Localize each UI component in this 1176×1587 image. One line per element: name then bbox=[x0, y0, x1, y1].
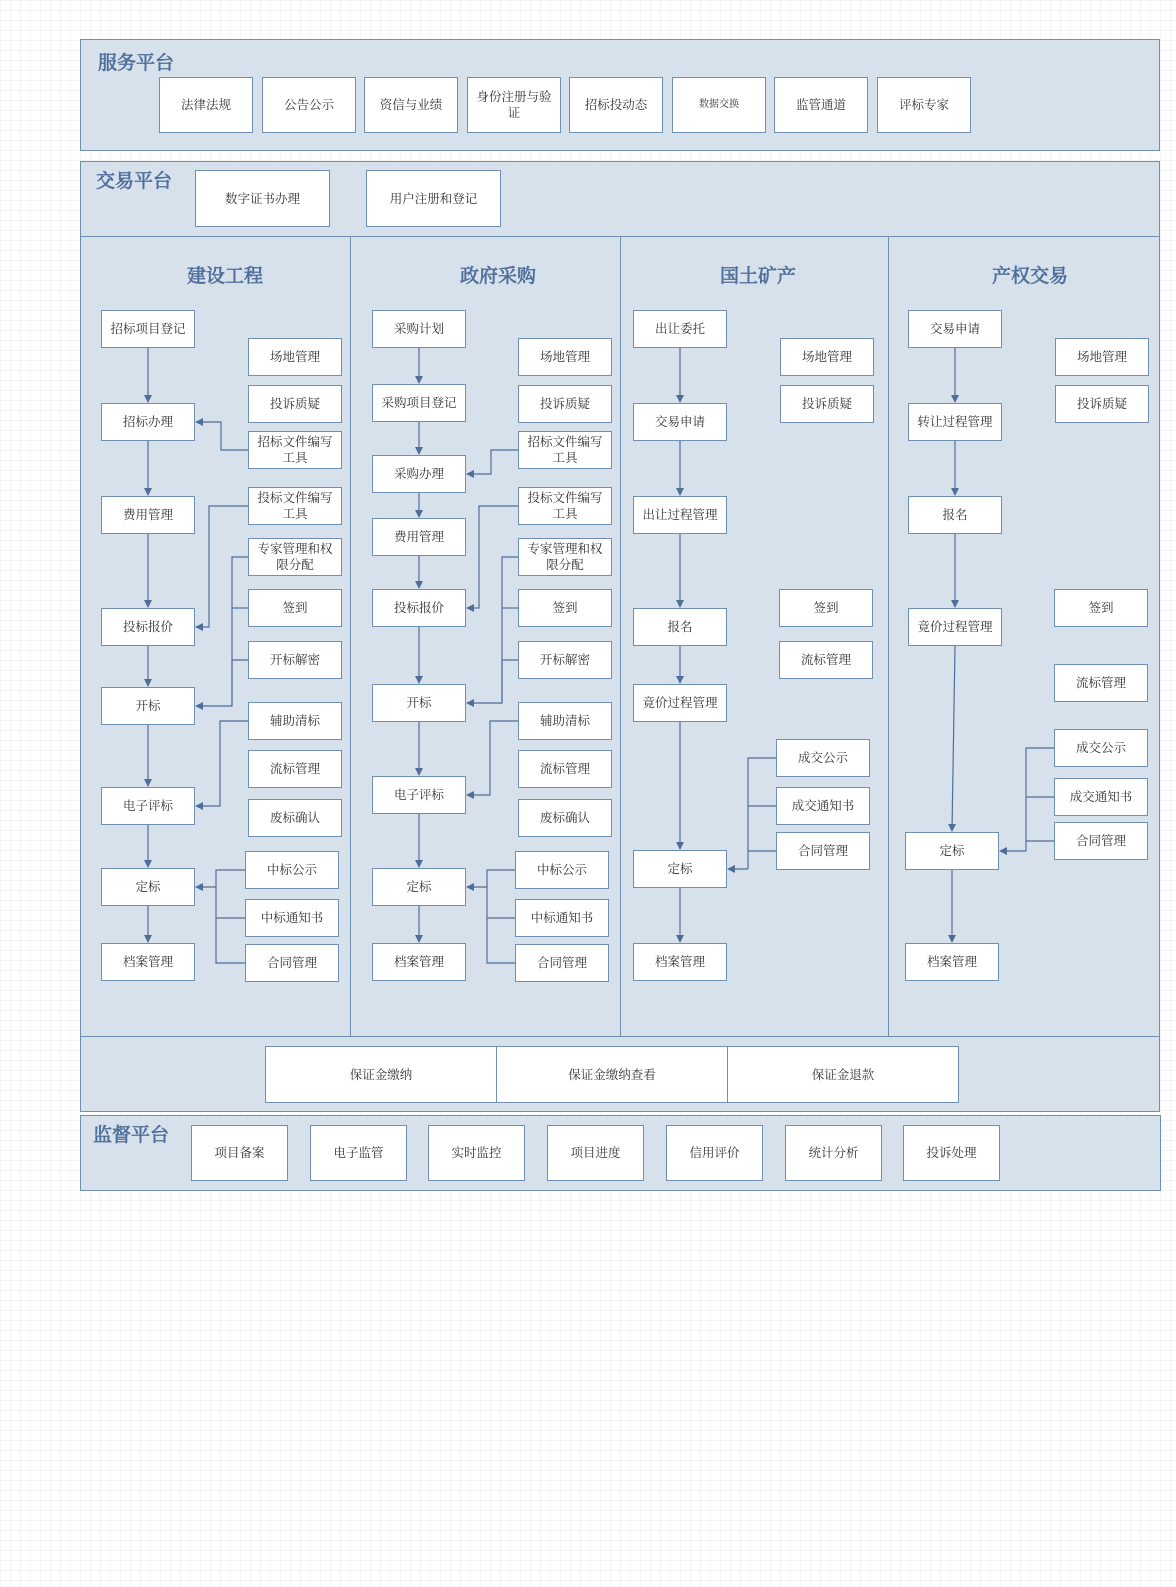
deposit-item-pay: 保证金缴纳 bbox=[265, 1046, 497, 1103]
land-flow-step: 定标 bbox=[633, 850, 727, 888]
service-item-law: 法律法规 bbox=[159, 77, 253, 133]
property-side-module: 流标管理 bbox=[1054, 664, 1148, 702]
supervision-item-filing: 项目备案 bbox=[191, 1125, 288, 1181]
property-side-module: 投诉质疑 bbox=[1055, 385, 1149, 423]
construction-flow-step: 定标 bbox=[101, 868, 195, 906]
service-item-credit: 资信与业绩 bbox=[364, 77, 458, 133]
land-flow-step: 报名 bbox=[633, 608, 727, 646]
land-flow-step: 出让委托 bbox=[633, 310, 727, 348]
procurement-side-module: 投标文件编写工具 bbox=[518, 487, 612, 525]
construction-side-module: 中标通知书 bbox=[245, 899, 339, 937]
trade-platform-title: 交易平台 bbox=[96, 170, 173, 192]
procurement-flow-step: 定标 bbox=[372, 868, 466, 906]
procurement-side-module: 废标确认 bbox=[518, 799, 612, 837]
construction-side-module: 辅助清标 bbox=[248, 702, 342, 740]
construction-flow-step: 开标 bbox=[101, 687, 195, 725]
supervision-item-complaints: 投诉处理 bbox=[903, 1125, 1000, 1181]
land-side-module: 场地管理 bbox=[780, 338, 874, 376]
column-divider bbox=[350, 236, 351, 1037]
column-title-land-mining: 国土矿产 bbox=[719, 265, 796, 287]
column-divider bbox=[888, 236, 889, 1037]
procurement-side-module: 招标文件编写工具 bbox=[518, 431, 612, 469]
property-flow-step: 档案管理 bbox=[905, 943, 999, 981]
procurement-flow-step: 采购办理 bbox=[372, 455, 466, 493]
deposit-item-refund: 保证金退款 bbox=[727, 1046, 959, 1103]
construction-side-module: 场地管理 bbox=[248, 338, 342, 376]
property-flow-step: 交易申请 bbox=[908, 310, 1002, 348]
procurement-side-module: 专家管理和权限分配 bbox=[518, 538, 612, 576]
service-item-data-exchange: 数据交换 bbox=[672, 77, 766, 133]
column-title-procurement: 政府采购 bbox=[459, 265, 536, 287]
procurement-side-module: 中标通知书 bbox=[515, 899, 609, 937]
procurement-side-module: 合同管理 bbox=[515, 944, 609, 982]
construction-side-module: 合同管理 bbox=[245, 944, 339, 982]
construction-side-module: 招标文件编写工具 bbox=[248, 431, 342, 469]
column-title-construction: 建设工程 bbox=[186, 265, 263, 287]
property-side-module: 成交公示 bbox=[1054, 729, 1148, 767]
column-divider bbox=[620, 236, 621, 1037]
property-flow-step: 竟价过程管理 bbox=[908, 608, 1002, 646]
construction-side-module: 投诉质疑 bbox=[248, 385, 342, 423]
supervision-item-statistics: 统计分析 bbox=[785, 1125, 882, 1181]
procurement-flow-step: 投标报价 bbox=[372, 589, 466, 627]
trade-item-certificate: 数字证书办理 bbox=[195, 170, 330, 227]
procurement-side-module: 签到 bbox=[518, 589, 612, 627]
construction-flow-step: 投标报价 bbox=[101, 608, 195, 646]
procurement-side-module: 流标管理 bbox=[518, 750, 612, 788]
property-flow-step: 定标 bbox=[905, 832, 999, 870]
construction-side-module: 签到 bbox=[248, 589, 342, 627]
trade-item-user-registration: 用户注册和登记 bbox=[366, 170, 501, 227]
construction-side-module: 投标文件编写工具 bbox=[248, 487, 342, 525]
service-item-bidding-news: 招标投动态 bbox=[569, 77, 663, 133]
service-item-experts: 评标专家 bbox=[877, 77, 971, 133]
construction-flow-step: 档案管理 bbox=[101, 943, 195, 981]
property-flow-step: 转让过程管理 bbox=[908, 403, 1002, 441]
procurement-flow-step: 采购项目登记 bbox=[372, 384, 466, 422]
service-item-identity: 身份注册与验证 bbox=[467, 77, 561, 133]
property-side-module: 场地管理 bbox=[1055, 338, 1149, 376]
procurement-side-module: 投诉质疑 bbox=[518, 385, 612, 423]
property-side-module: 合同管理 bbox=[1054, 822, 1148, 860]
service-platform-title: 服务平台 bbox=[98, 52, 175, 74]
procurement-flow-step: 费用管理 bbox=[372, 518, 466, 556]
construction-side-module: 开标解密 bbox=[248, 641, 342, 679]
construction-flow-step: 电子评标 bbox=[101, 787, 195, 825]
land-side-module: 流标管理 bbox=[779, 641, 873, 679]
procurement-side-module: 辅助清标 bbox=[518, 702, 612, 740]
service-item-announcement: 公告公示 bbox=[262, 77, 356, 133]
construction-flow-step: 招标办理 bbox=[101, 403, 195, 441]
procurement-flow-step: 开标 bbox=[372, 684, 466, 722]
deposit-item-query: 保证金缴纳查看 bbox=[496, 1046, 728, 1103]
service-item-supervision-channel: 监管通道 bbox=[774, 77, 868, 133]
property-flow-step: 报名 bbox=[908, 496, 1002, 534]
supervision-item-e-supervision: 电子监管 bbox=[310, 1125, 407, 1181]
supervision-platform-title: 监督平台 bbox=[93, 1124, 170, 1146]
procurement-side-module: 场地管理 bbox=[518, 338, 612, 376]
construction-side-module: 流标管理 bbox=[248, 750, 342, 788]
supervision-item-progress: 项目进度 bbox=[547, 1125, 644, 1181]
column-title-property: 产权交易 bbox=[991, 265, 1068, 287]
supervision-item-monitoring: 实时监控 bbox=[428, 1125, 525, 1181]
procurement-side-module: 开标解密 bbox=[518, 641, 612, 679]
land-flow-step: 竟价过程管理 bbox=[633, 684, 727, 722]
procurement-side-module: 中标公示 bbox=[515, 851, 609, 889]
procurement-flow-step: 电子评标 bbox=[372, 776, 466, 814]
construction-flow-step: 招标项目登记 bbox=[101, 310, 195, 348]
construction-side-module: 废标确认 bbox=[248, 799, 342, 837]
property-side-module: 签到 bbox=[1054, 589, 1148, 627]
land-flow-step: 档案管理 bbox=[633, 943, 727, 981]
land-side-module: 成交公示 bbox=[776, 739, 870, 777]
procurement-flow-step: 档案管理 bbox=[372, 943, 466, 981]
construction-side-module: 中标公示 bbox=[245, 851, 339, 889]
land-flow-step: 出让过程管理 bbox=[633, 496, 727, 534]
land-flow-step: 交易申请 bbox=[633, 403, 727, 441]
property-side-module: 成交通知书 bbox=[1054, 778, 1148, 816]
land-side-module: 签到 bbox=[779, 589, 873, 627]
land-side-module: 成交通知书 bbox=[776, 787, 870, 825]
land-side-module: 合同管理 bbox=[776, 832, 870, 870]
construction-flow-step: 费用管理 bbox=[101, 496, 195, 534]
land-side-module: 投诉质疑 bbox=[780, 385, 874, 423]
supervision-item-credit-rating: 信用评价 bbox=[666, 1125, 763, 1181]
procurement-flow-step: 采购计划 bbox=[372, 310, 466, 348]
construction-side-module: 专家管理和权限分配 bbox=[248, 538, 342, 576]
